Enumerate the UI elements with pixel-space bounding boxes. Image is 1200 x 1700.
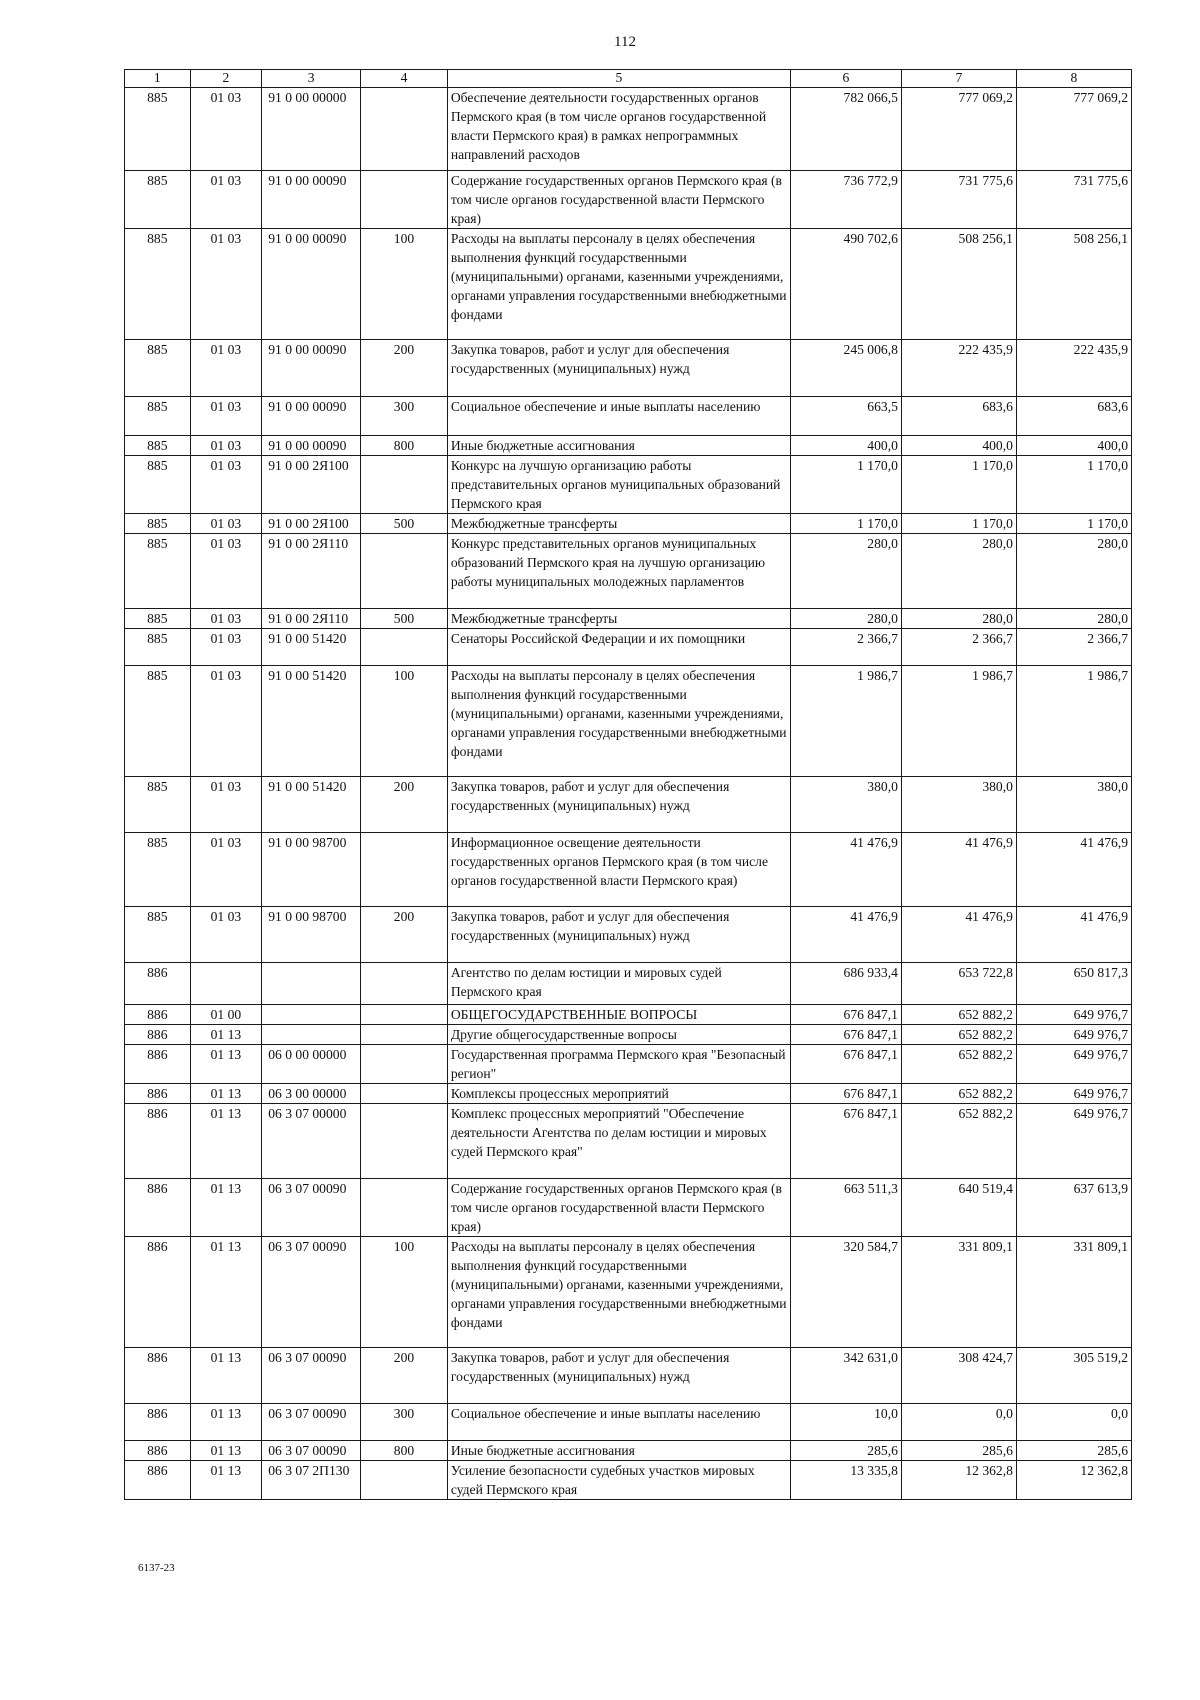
cell-chapter: 885 (125, 609, 191, 629)
cell-chapter: 886 (125, 963, 191, 1005)
cell-section: 01 03 (190, 777, 262, 833)
cell-expense-type (361, 1179, 448, 1237)
cell-amount-col8: 0,0 (1016, 1404, 1131, 1441)
cell-chapter: 885 (125, 456, 191, 514)
cell-amount-col6: 380,0 (790, 777, 901, 833)
cell-expense-type (361, 629, 448, 666)
cell-target-article: 91 0 00 00000 (262, 88, 361, 171)
cell-amount-col7: 1 986,7 (901, 666, 1016, 777)
cell-amount-col6: 676 847,1 (790, 1005, 901, 1025)
cell-target-article: 06 3 07 00090 (262, 1179, 361, 1237)
header-cell-7: 7 (901, 70, 1016, 88)
cell-expense-type (361, 88, 448, 171)
cell-expense-type (361, 833, 448, 907)
cell-section: 01 13 (190, 1348, 262, 1404)
table-row (125, 456, 1132, 514)
cell-amount-col7: 12 362,8 (901, 1461, 1016, 1500)
cell-chapter: 886 (125, 1348, 191, 1404)
cell-chapter: 886 (125, 1441, 191, 1461)
cell-chapter: 886 (125, 1045, 191, 1084)
cell-amount-col6: 320 584,7 (790, 1237, 901, 1348)
cell-amount-col7: 400,0 (901, 436, 1016, 456)
cell-target-article: 06 3 07 00090 (262, 1441, 361, 1461)
cell-chapter: 885 (125, 229, 191, 340)
cell-section: 01 03 (190, 534, 262, 609)
header-row (125, 70, 1132, 88)
table-row (125, 963, 1132, 1005)
cell-amount-col7: 1 170,0 (901, 514, 1016, 534)
cell-amount-col6: 663 511,3 (790, 1179, 901, 1237)
cell-amount-col6: 490 702,6 (790, 229, 901, 340)
cell-amount-col7: 652 882,2 (901, 1005, 1016, 1025)
table-row (125, 1005, 1132, 1025)
cell-description: Комплекс процессных мероприятий "Обеспечение деятельности Агентства по делам юстиции и мировых судей Пермского края" (447, 1104, 790, 1179)
cell-chapter: 885 (125, 907, 191, 963)
cell-amount-col7: 285,6 (901, 1441, 1016, 1461)
cell-description: Межбюджетные трансферты (447, 514, 790, 534)
cell-target-article (262, 1025, 361, 1045)
cell-description: Государственная программа Пермского края "Безопасный регион" (447, 1045, 790, 1084)
cell-expense-type (361, 456, 448, 514)
cell-chapter: 886 (125, 1025, 191, 1045)
cell-target-article: 91 0 00 2Я110 (262, 609, 361, 629)
cell-amount-col6: 676 847,1 (790, 1084, 901, 1104)
cell-section: 01 03 (190, 340, 262, 397)
header-cell-6: 6 (790, 70, 901, 88)
cell-amount-col7: 731 775,6 (901, 171, 1016, 229)
table-row (125, 88, 1132, 171)
cell-amount-col8: 649 976,7 (1016, 1045, 1131, 1084)
cell-chapter: 885 (125, 629, 191, 666)
cell-amount-col7: 652 882,2 (901, 1025, 1016, 1045)
cell-amount-col7: 777 069,2 (901, 88, 1016, 171)
cell-amount-col6: 13 335,8 (790, 1461, 901, 1500)
cell-expense-type: 100 (361, 229, 448, 340)
cell-description: Информационное освещение деятельности государственных органов Пермского края (в том числе органов государственной власти Пермского края) (447, 833, 790, 907)
cell-chapter: 885 (125, 534, 191, 609)
cell-description: Иные бюджетные ассигнования (447, 1441, 790, 1461)
cell-amount-col7: 280,0 (901, 609, 1016, 629)
cell-target-article: 91 0 00 00090 (262, 340, 361, 397)
cell-amount-col6: 676 847,1 (790, 1025, 901, 1045)
cell-target-article: 91 0 00 51420 (262, 666, 361, 777)
cell-amount-col7: 2 366,7 (901, 629, 1016, 666)
cell-expense-type: 200 (361, 777, 448, 833)
cell-section: 01 03 (190, 88, 262, 171)
cell-section: 01 03 (190, 397, 262, 436)
cell-amount-col7: 280,0 (901, 534, 1016, 609)
table-row (125, 609, 1132, 629)
table-row (125, 1404, 1132, 1441)
cell-expense-type (361, 534, 448, 609)
cell-amount-col7: 331 809,1 (901, 1237, 1016, 1348)
table-row (125, 777, 1132, 833)
cell-target-article: 91 0 00 00090 (262, 171, 361, 229)
cell-amount-col8: 508 256,1 (1016, 229, 1131, 340)
cell-chapter: 885 (125, 833, 191, 907)
cell-amount-col8: 777 069,2 (1016, 88, 1131, 171)
cell-target-article: 06 3 00 00000 (262, 1084, 361, 1104)
cell-amount-col6: 736 772,9 (790, 171, 901, 229)
cell-target-article: 91 0 00 00090 (262, 397, 361, 436)
cell-description: Усиление безопасности судебных участков мировых судей Пермского края (447, 1461, 790, 1500)
cell-section: 01 13 (190, 1404, 262, 1441)
header-cell-3: 3 (262, 70, 361, 88)
cell-amount-col6: 285,6 (790, 1441, 901, 1461)
cell-expense-type: 300 (361, 397, 448, 436)
cell-description: Конкурс на лучшую организацию работы представительных органов муниципальных образований Пермского края (447, 456, 790, 514)
document-code: 6137-23 (138, 1562, 175, 1574)
cell-description: Содержание государственных органов Пермского края (в том числе органов государственной власти Пермского края) (447, 1179, 790, 1237)
cell-amount-col8: 280,0 (1016, 534, 1131, 609)
table-row (125, 907, 1132, 963)
cell-section: 01 13 (190, 1104, 262, 1179)
cell-amount-col6: 280,0 (790, 534, 901, 609)
cell-expense-type: 200 (361, 907, 448, 963)
cell-amount-col8: 649 976,7 (1016, 1104, 1131, 1179)
cell-amount-col6: 1 986,7 (790, 666, 901, 777)
cell-amount-col7: 222 435,9 (901, 340, 1016, 397)
cell-description: Сенаторы Российской Федерации и их помощники (447, 629, 790, 666)
cell-description: Расходы на выплаты персоналу в целях обеспечения выполнения функций государственными (муниципальными) органами, казенными учреждениями, органами управления государственными внебюджетными фондами (447, 1237, 790, 1348)
cell-chapter: 885 (125, 88, 191, 171)
cell-chapter: 886 (125, 1179, 191, 1237)
table-row (125, 629, 1132, 666)
cell-amount-col8: 222 435,9 (1016, 340, 1131, 397)
cell-target-article: 06 3 07 00000 (262, 1104, 361, 1179)
cell-expense-type: 200 (361, 1348, 448, 1404)
cell-amount-col7: 640 519,4 (901, 1179, 1016, 1237)
cell-amount-col7: 1 170,0 (901, 456, 1016, 514)
cell-chapter: 885 (125, 397, 191, 436)
cell-section: 01 03 (190, 456, 262, 514)
cell-amount-col6: 676 847,1 (790, 1104, 901, 1179)
cell-target-article: 06 3 07 2П130 (262, 1461, 361, 1500)
cell-expense-type: 200 (361, 340, 448, 397)
cell-target-article (262, 963, 361, 1005)
cell-target-article: 91 0 00 2Я100 (262, 514, 361, 534)
cell-section: 01 03 (190, 229, 262, 340)
cell-chapter: 886 (125, 1461, 191, 1500)
cell-amount-col6: 400,0 (790, 436, 901, 456)
cell-target-article: 91 0 00 98700 (262, 833, 361, 907)
cell-amount-col8: 649 976,7 (1016, 1005, 1131, 1025)
cell-expense-type (361, 963, 448, 1005)
cell-description: Комплексы процессных мероприятий (447, 1084, 790, 1104)
cell-description: Конкурс представительных органов муниципальных образований Пермского края на лучшую организацию работы муниципальных молодежных парламентов (447, 534, 790, 609)
cell-section: 01 13 (190, 1084, 262, 1104)
cell-description: ОБЩЕГОСУДАРСТВЕННЫЕ ВОПРОСЫ (447, 1005, 790, 1025)
cell-expense-type: 300 (361, 1404, 448, 1441)
cell-expense-type (361, 1084, 448, 1104)
cell-amount-col6: 280,0 (790, 609, 901, 629)
cell-chapter: 885 (125, 436, 191, 456)
cell-target-article: 91 0 00 51420 (262, 629, 361, 666)
table-row (125, 1461, 1132, 1500)
cell-chapter: 885 (125, 666, 191, 777)
cell-amount-col8: 285,6 (1016, 1441, 1131, 1461)
cell-target-article: 91 0 00 00090 (262, 229, 361, 340)
cell-amount-col8: 41 476,9 (1016, 833, 1131, 907)
header-cell-8: 8 (1016, 70, 1131, 88)
table-body (125, 88, 1132, 1500)
table-row (125, 1348, 1132, 1404)
cell-amount-col6: 41 476,9 (790, 833, 901, 907)
cell-amount-col7: 508 256,1 (901, 229, 1016, 340)
cell-amount-col8: 1 986,7 (1016, 666, 1131, 777)
cell-target-article: 91 0 00 2Я100 (262, 456, 361, 514)
cell-chapter: 885 (125, 171, 191, 229)
cell-amount-col6: 41 476,9 (790, 907, 901, 963)
table-row (125, 1441, 1132, 1461)
cell-section: 01 00 (190, 1005, 262, 1025)
cell-target-article: 06 3 07 00090 (262, 1237, 361, 1348)
cell-amount-col6: 663,5 (790, 397, 901, 436)
table-row (125, 1237, 1132, 1348)
cell-amount-col7: 683,6 (901, 397, 1016, 436)
budget-table (124, 69, 1132, 1500)
table-row (125, 171, 1132, 229)
cell-target-article: 06 3 07 00090 (262, 1348, 361, 1404)
cell-amount-col6: 245 006,8 (790, 340, 901, 397)
cell-target-article: 91 0 00 51420 (262, 777, 361, 833)
cell-amount-col8: 649 976,7 (1016, 1025, 1131, 1045)
cell-expense-type (361, 1025, 448, 1045)
cell-description: Другие общегосударственные вопросы (447, 1025, 790, 1045)
cell-amount-col7: 41 476,9 (901, 833, 1016, 907)
table-row (125, 534, 1132, 609)
cell-target-article (262, 1005, 361, 1025)
cell-description: Межбюджетные трансферты (447, 609, 790, 629)
cell-section: 01 03 (190, 436, 262, 456)
cell-amount-col8: 12 362,8 (1016, 1461, 1131, 1500)
table-row (125, 514, 1132, 534)
table-row (125, 1104, 1132, 1179)
cell-description: Иные бюджетные ассигнования (447, 436, 790, 456)
cell-description: Расходы на выплаты персоналу в целях обеспечения выполнения функций государственными (муниципальными) органами, казенными учреждениями, органами управления государственными внебюджетными фондами (447, 666, 790, 777)
cell-section: 01 13 (190, 1461, 262, 1500)
cell-target-article: 06 3 07 00090 (262, 1404, 361, 1441)
cell-target-article: 91 0 00 98700 (262, 907, 361, 963)
cell-section: 01 13 (190, 1045, 262, 1084)
cell-chapter: 885 (125, 777, 191, 833)
cell-section: 01 13 (190, 1441, 262, 1461)
cell-section: 01 03 (190, 514, 262, 534)
cell-expense-type: 800 (361, 1441, 448, 1461)
table-row (125, 1179, 1132, 1237)
cell-expense-type: 100 (361, 1237, 448, 1348)
cell-section: 01 03 (190, 629, 262, 666)
table-row (125, 1084, 1132, 1104)
cell-chapter: 886 (125, 1084, 191, 1104)
cell-amount-col6: 342 631,0 (790, 1348, 901, 1404)
cell-section (190, 963, 262, 1005)
cell-amount-col8: 280,0 (1016, 609, 1131, 629)
table-row (125, 833, 1132, 907)
cell-amount-col8: 41 476,9 (1016, 907, 1131, 963)
cell-amount-col7: 0,0 (901, 1404, 1016, 1441)
cell-amount-col6: 1 170,0 (790, 514, 901, 534)
cell-expense-type (361, 1005, 448, 1025)
cell-amount-col6: 686 933,4 (790, 963, 901, 1005)
cell-section: 01 03 (190, 833, 262, 907)
cell-section: 01 13 (190, 1237, 262, 1348)
cell-chapter: 886 (125, 1404, 191, 1441)
cell-expense-type: 500 (361, 609, 448, 629)
cell-amount-col7: 41 476,9 (901, 907, 1016, 963)
cell-section: 01 03 (190, 171, 262, 229)
cell-section: 01 03 (190, 666, 262, 777)
cell-description: Расходы на выплаты персоналу в целях обеспечения выполнения функций государственными (муниципальными) органами, казенными учреждениями, органами управления государственными внебюджетными фондами (447, 229, 790, 340)
cell-amount-col6: 2 366,7 (790, 629, 901, 666)
cell-chapter: 886 (125, 1005, 191, 1025)
header-cell-1: 1 (125, 70, 191, 88)
cell-chapter: 886 (125, 1104, 191, 1179)
cell-amount-col7: 652 882,2 (901, 1104, 1016, 1179)
cell-description: Социальное обеспечение и иные выплаты населению (447, 1404, 790, 1441)
cell-section: 01 03 (190, 907, 262, 963)
cell-amount-col8: 650 817,3 (1016, 963, 1131, 1005)
cell-amount-col7: 653 722,8 (901, 963, 1016, 1005)
cell-description: Закупка товаров, работ и услуг для обеспечения государственных (муниципальных) нужд (447, 907, 790, 963)
cell-section: 01 13 (190, 1025, 262, 1045)
cell-description: Обеспечение деятельности государственных органов Пермского края (в том числе органов государственной власти Пермского края) в рамках непрограммных направлений расходов (447, 88, 790, 171)
cell-expense-type: 500 (361, 514, 448, 534)
cell-expense-type (361, 171, 448, 229)
header-cell-2: 2 (190, 70, 262, 88)
cell-amount-col6: 10,0 (790, 1404, 901, 1441)
table-row (125, 1045, 1132, 1084)
cell-description: Закупка товаров, работ и услуг для обеспечения государственных (муниципальных) нужд (447, 777, 790, 833)
cell-amount-col8: 400,0 (1016, 436, 1131, 456)
cell-amount-col8: 331 809,1 (1016, 1237, 1131, 1348)
cell-amount-col8: 380,0 (1016, 777, 1131, 833)
cell-amount-col8: 1 170,0 (1016, 456, 1131, 514)
table-row (125, 340, 1132, 397)
cell-target-article: 91 0 00 00090 (262, 436, 361, 456)
cell-chapter: 885 (125, 340, 191, 397)
cell-amount-col6: 676 847,1 (790, 1045, 901, 1084)
cell-amount-col8: 637 613,9 (1016, 1179, 1131, 1237)
cell-chapter: 886 (125, 1237, 191, 1348)
cell-expense-type: 100 (361, 666, 448, 777)
table-row (125, 397, 1132, 436)
header-cell-5: 5 (447, 70, 790, 88)
cell-expense-type (361, 1045, 448, 1084)
cell-amount-col6: 1 170,0 (790, 456, 901, 514)
cell-amount-col7: 308 424,7 (901, 1348, 1016, 1404)
cell-amount-col8: 649 976,7 (1016, 1084, 1131, 1104)
cell-target-article: 91 0 00 2Я110 (262, 534, 361, 609)
header-cell-4: 4 (361, 70, 448, 88)
cell-expense-type: 800 (361, 436, 448, 456)
table-row (125, 1025, 1132, 1045)
cell-description: Социальное обеспечение и иные выплаты населению (447, 397, 790, 436)
cell-description: Закупка товаров, работ и услуг для обеспечения государственных (муниципальных) нужд (447, 1348, 790, 1404)
table-row (125, 666, 1132, 777)
cell-amount-col8: 305 519,2 (1016, 1348, 1131, 1404)
cell-section: 01 03 (190, 609, 262, 629)
cell-description: Агентство по делам юстиции и мировых судей Пермского края (447, 963, 790, 1005)
cell-amount-col7: 652 882,2 (901, 1084, 1016, 1104)
cell-section: 01 13 (190, 1179, 262, 1237)
cell-amount-col7: 652 882,2 (901, 1045, 1016, 1084)
cell-amount-col7: 380,0 (901, 777, 1016, 833)
cell-amount-col8: 683,6 (1016, 397, 1131, 436)
cell-amount-col8: 1 170,0 (1016, 514, 1131, 534)
cell-chapter: 885 (125, 514, 191, 534)
cell-description: Закупка товаров, работ и услуг для обеспечения государственных (муниципальных) нужд (447, 340, 790, 397)
cell-amount-col6: 782 066,5 (790, 88, 901, 171)
cell-target-article: 06 0 00 00000 (262, 1045, 361, 1084)
table-row (125, 436, 1132, 456)
cell-expense-type (361, 1104, 448, 1179)
cell-amount-col8: 731 775,6 (1016, 171, 1131, 229)
page-number: 112 (614, 34, 636, 50)
cell-amount-col8: 2 366,7 (1016, 629, 1131, 666)
table-row (125, 229, 1132, 340)
cell-description: Содержание государственных органов Пермского края (в том числе органов государственной власти Пермского края) (447, 171, 790, 229)
cell-expense-type (361, 1461, 448, 1500)
